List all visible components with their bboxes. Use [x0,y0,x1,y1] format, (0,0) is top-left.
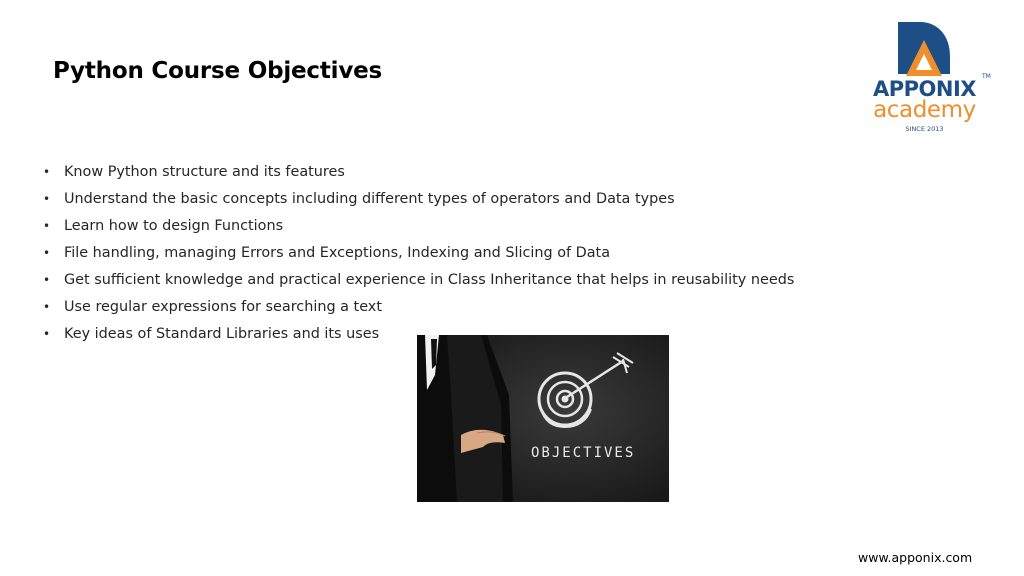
list-item-text: Use regular expressions for searching a text [64,299,382,315]
list-item [43,294,794,321]
objectives-illustration [417,335,669,502]
bullet-marker: • [43,246,51,260]
bullet-marker: • [43,273,51,287]
list-item-text: Key ideas of Standard Libraries and its uses [64,326,380,342]
list-item-text: Understand the basic concepts including different types of operators and Data types [64,191,675,207]
list-item-text: Know Python structure and its features [64,164,345,180]
list-item-text: Get sufficient knowledge and practical experience in Class Inheritance that helps in reusability needs [64,272,795,288]
list-item [43,213,794,240]
apponix-logo [862,20,992,138]
footer-website[interactable]: www.apponix.com [858,550,973,565]
objectives-list [43,159,794,348]
logo-since: SINCE 2013 [905,125,944,133]
logo-trademark: TM [982,73,991,80]
list-item [43,186,794,213]
image-caption: OBJECTIVES [531,445,636,461]
slide-title: Python Course Objectives [53,58,383,84]
logo-wordmark: APPONIX [873,77,976,101]
bullet-marker: • [43,300,51,314]
bullet-marker: • [43,219,51,233]
list-item [43,240,794,267]
list-item [43,267,794,294]
apponix-a-mark-icon [896,20,952,78]
bullet-marker: • [43,165,51,179]
list-item-text: File handling, managing Errors and Exceptions, Indexing and Slicing of Data [64,245,611,261]
bullet-marker: • [43,192,51,206]
list-item [43,159,794,186]
objectives-image [417,335,669,502]
logo-subtitle: academy [873,97,976,123]
list-item-text: Learn how to design Functions [64,218,284,234]
bullet-marker: • [43,327,51,341]
